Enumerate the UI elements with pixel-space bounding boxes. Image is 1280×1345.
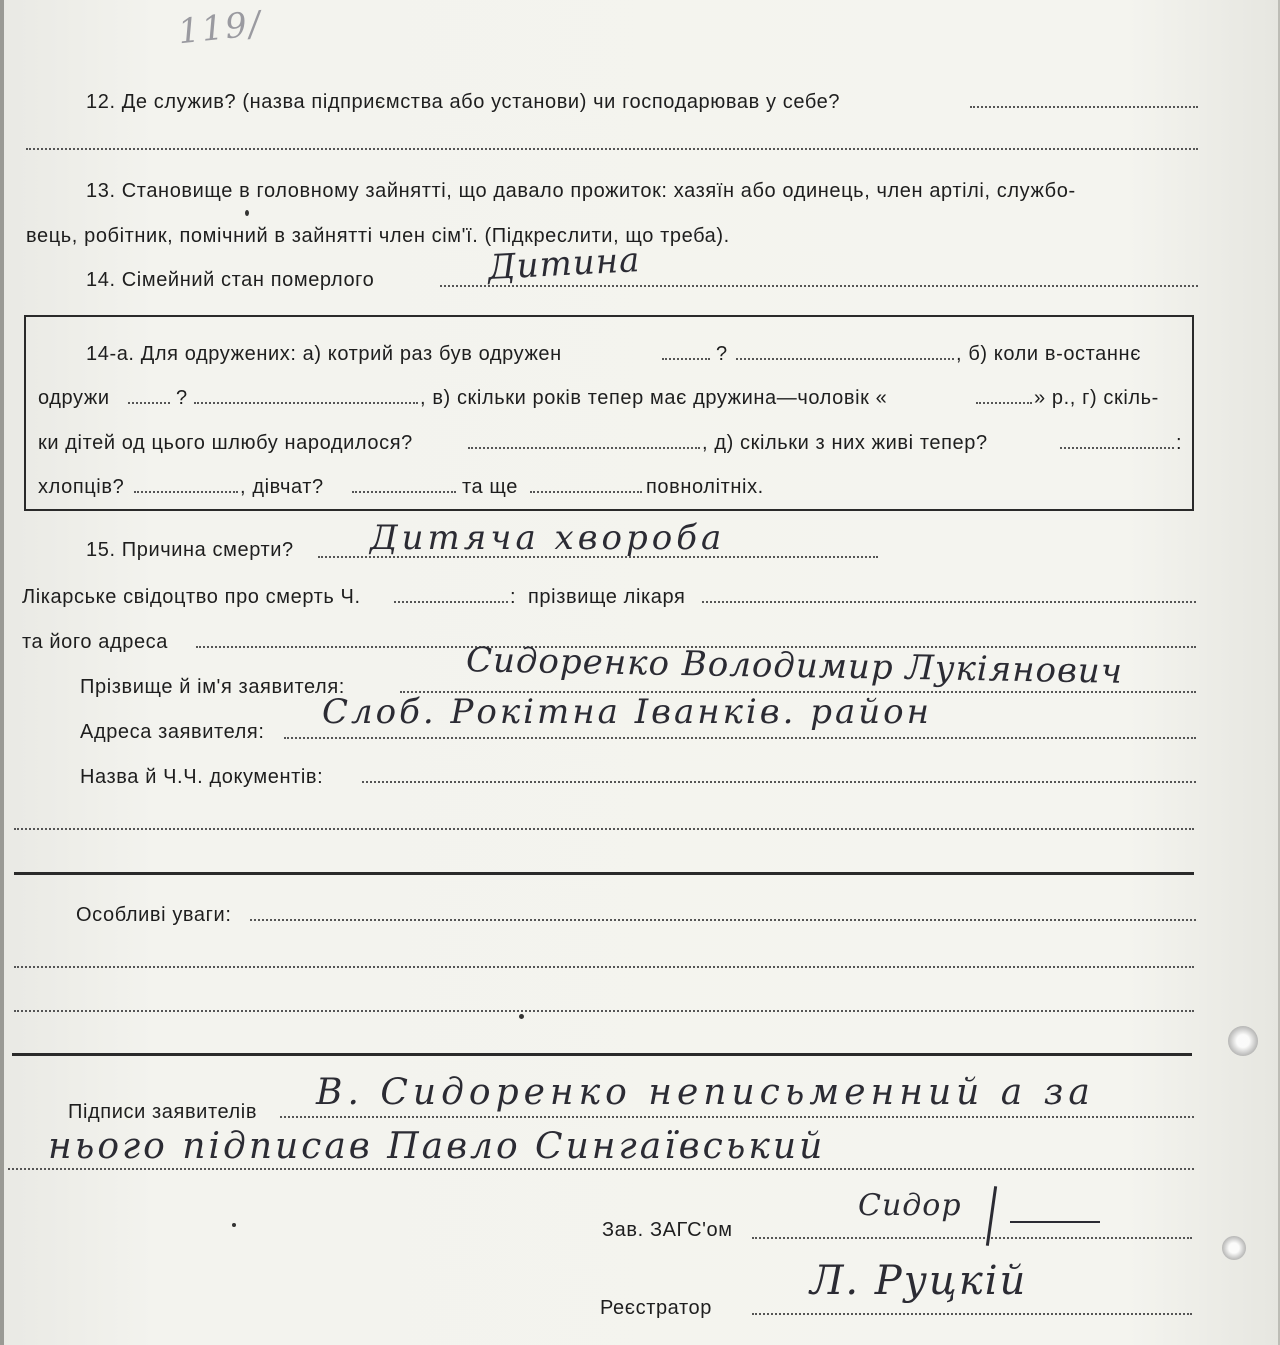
q14a-line1-q: ? xyxy=(716,343,728,365)
applicant-address-label: Адреса заявителя: xyxy=(80,721,265,743)
paper-speck-1 xyxy=(519,1014,524,1019)
notes-dots-2 xyxy=(14,966,1194,968)
q14a-line4-dots1 xyxy=(134,491,238,493)
section-divider-1 xyxy=(14,872,1194,875)
q14a-line1-a: 14-а. Для одружених: а) котрий раз був одружен xyxy=(86,343,562,365)
notes-dots-1 xyxy=(250,919,1196,921)
q14-label: 14. Сімейний стан померлого xyxy=(86,269,375,291)
applicant-docs-dots-continued xyxy=(14,828,1194,830)
q13-line2: вець, робітник, помічний в зайнятті член сім'ї. (Підкреслити, що треба). xyxy=(26,225,730,247)
paper-stain-2 xyxy=(1222,1236,1246,1260)
q14a-line2-b: , в) скільки років тепер має дружина—чоловік « xyxy=(420,387,888,409)
q14a-line2-q: ? xyxy=(176,387,188,409)
q14-dots xyxy=(440,285,1198,287)
registrar-dots xyxy=(752,1313,1192,1315)
paper-speck-2 xyxy=(232,1223,236,1227)
q14a-line3-b: , д) скільки з них живі тепер? xyxy=(702,432,988,454)
paper-speck-3 xyxy=(245,210,249,216)
notes-dots-3 xyxy=(14,1010,1194,1012)
q14a-line4-dots2 xyxy=(352,491,456,493)
medical-address-label: та його адреса xyxy=(22,631,169,653)
applicant-address-handwritten: Слоб. Рокітна Іванків. район xyxy=(322,692,933,732)
signatures-label: Підписи заявителів xyxy=(68,1101,258,1123)
section-divider-2 xyxy=(12,1053,1192,1056)
q14a-line2-dots1 xyxy=(128,402,170,404)
q14a-line3-a: ки дітей од цього шлюбу народилося? xyxy=(38,432,413,454)
applicant-docs-dots xyxy=(362,781,1196,783)
zags-head-signature: Сидор xyxy=(858,1188,962,1223)
applicant-address-dots xyxy=(284,737,1196,739)
notes-label: Особливі уваги: xyxy=(76,904,232,926)
q14a-line1-b: , б) коли в-останнє xyxy=(956,343,1142,365)
q14a-line1-dots1 xyxy=(662,358,710,360)
registrar-label: Реєстратор xyxy=(600,1297,712,1319)
q15-handwritten-value: Дитяча хвороба xyxy=(370,518,726,558)
q14a-line4-b: , дівчат? xyxy=(240,476,324,498)
q12-label: 12. Де служив? (назва підприємства або установи) чи господарював у себе? xyxy=(86,91,841,113)
medical-cert-sep: : xyxy=(510,586,517,608)
q14a-line4-a: хлопців? xyxy=(38,476,125,498)
q14a-line4-dots3 xyxy=(530,491,642,493)
zags-signature-flourish xyxy=(1010,1221,1100,1223)
medical-cert-dots xyxy=(394,601,508,603)
q14a-line2-a: одружи xyxy=(38,387,110,409)
q14a-line2-dots2 xyxy=(194,402,418,404)
page-left-edge xyxy=(0,0,4,1345)
q14a-line2-dots3 xyxy=(976,402,1032,404)
q14a-line3-dots1 xyxy=(468,447,700,449)
q14a-line4-d: повнолітніх. xyxy=(646,476,764,498)
pencil-sheet-number: 119/ xyxy=(176,3,265,53)
zags-head-label: Зав. ЗАГС'ом xyxy=(602,1219,733,1241)
q14a-line1-dots2 xyxy=(736,358,954,360)
q15-label: 15. Причина смерти? xyxy=(86,539,294,561)
applicant-docs-label: Назва й Ч.Ч. документів: xyxy=(80,766,324,788)
applicant-name-handwritten: Сидоренко Володимир Лукіянович xyxy=(465,640,1124,692)
medical-doctor-dots xyxy=(702,601,1196,603)
paper-stain-1 xyxy=(1228,1026,1258,1056)
zags-head-dots xyxy=(752,1237,1192,1239)
applicant-name-label: Прізвище й ім'я заявителя: xyxy=(80,676,345,698)
medical-doctor-label: прізвище лікаря xyxy=(528,586,686,608)
signatures-dots-2 xyxy=(8,1168,1194,1170)
q12-dots xyxy=(970,106,1198,108)
q12-dots-continued xyxy=(26,148,1198,150)
registrar-signature: Л. Руцкій xyxy=(810,1258,1028,1304)
signatures-dots-1 xyxy=(280,1116,1194,1118)
signatures-handwritten-line1: В. Сидоренко неписьменний а за xyxy=(316,1072,1095,1113)
medical-cert-label: Лікарське свідоцтво про смерть Ч. xyxy=(22,586,361,608)
q14a-line3-dots2 xyxy=(1060,447,1174,449)
q14a-line3-c: : xyxy=(1176,432,1183,454)
q13-line1: 13. Становище в головному зайнятті, що давало прожиток: хазяїн або одинець, член артілі, службо- xyxy=(86,180,1076,202)
signatures-handwritten-line2: нього підписав Павло Сингаївський xyxy=(48,1126,826,1167)
q14-handwritten-value: Дитина xyxy=(487,240,642,288)
q14a-line4-c: та ще xyxy=(462,476,518,498)
q14a-line2-c: » р., г) скіль- xyxy=(1034,387,1159,409)
